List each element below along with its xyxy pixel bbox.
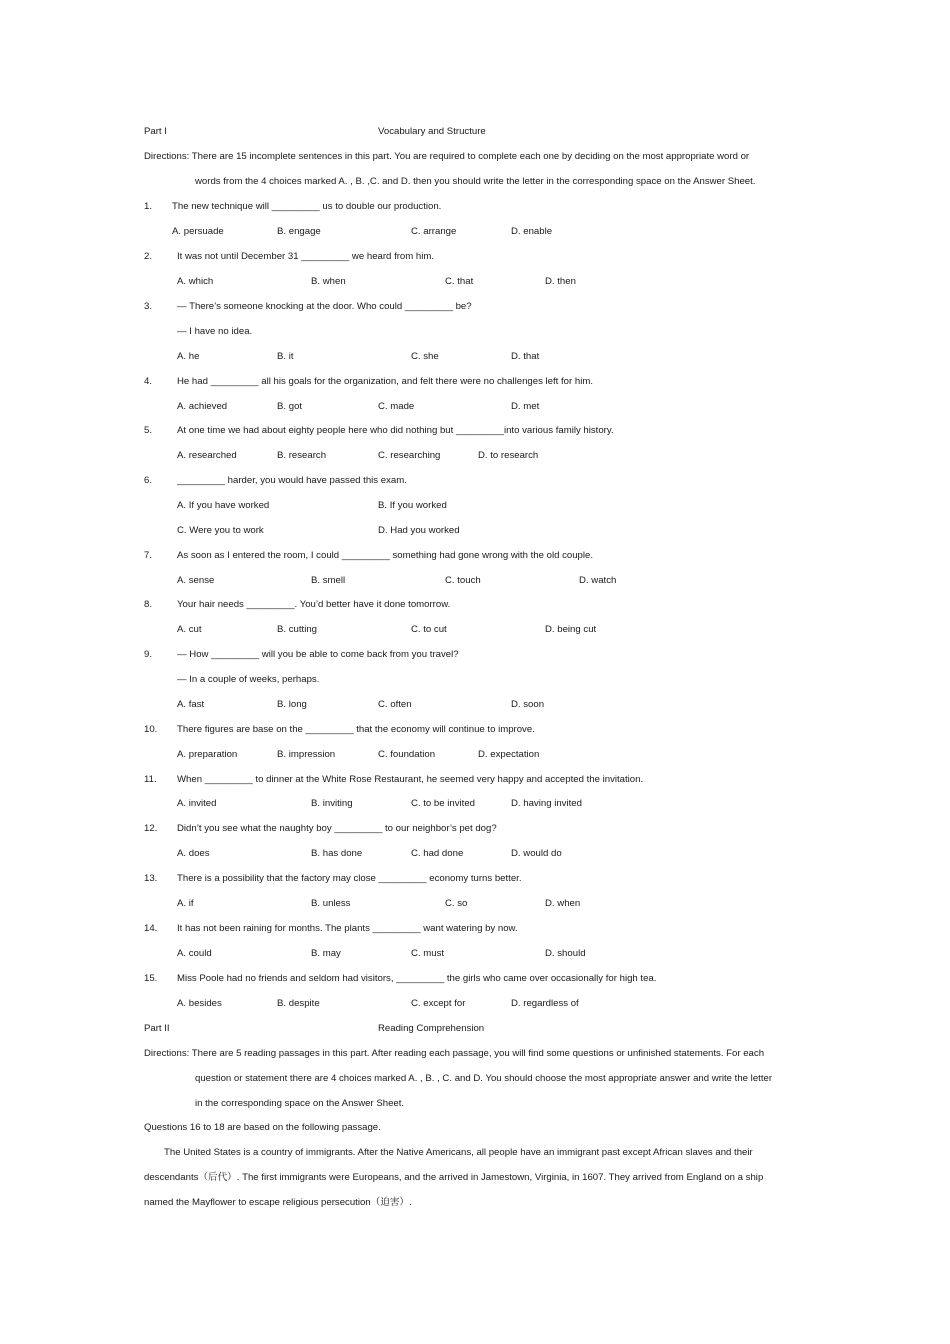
question-number: 11. [144, 774, 157, 785]
choice-c: C. so [445, 898, 468, 909]
choice-d: D. should [545, 948, 586, 959]
part2-directions-line1: Directions: There are 5 reading passages in this part. After reading each passage, you will find some questions or unfinished statements. For each [144, 1048, 765, 1059]
choice-c: C. made [378, 401, 415, 412]
choice-a: A. persuade [172, 226, 224, 237]
question-stem: _________ harder, you would have passed this exam. [177, 475, 407, 486]
choice-a: A. he [177, 351, 200, 362]
choice-c: C. she [411, 351, 439, 362]
question-stem: It has not been raining for months. The plants _________ want watering by now. [177, 923, 518, 934]
question-stem: As soon as I entered the room, I could _________ something had gone wrong with the old couple. [177, 550, 594, 561]
choice-a: A. if [177, 898, 194, 909]
question-number: 12. [144, 823, 158, 834]
choice-c: C. Were you to work [177, 525, 264, 536]
question-stem: The new technique will _________ us to double our production. [172, 201, 442, 212]
choice-b: B. research [277, 450, 327, 461]
question-number: 6. [144, 475, 153, 486]
choice-b: B. cutting [277, 624, 317, 635]
part2-title: Reading Comprehension [378, 1023, 485, 1034]
choice-c: C. except for [411, 998, 466, 1009]
question-number: 1. [144, 201, 153, 212]
part1-directions-line2: words from the 4 choices marked A. , B. ,C. and D. then you should write the letter in the corresponding space on the Answer Sheet. [195, 176, 756, 187]
part2-label: Part II [144, 1023, 170, 1034]
question-number: 4. [144, 376, 153, 387]
choice-a: A. does [177, 848, 210, 859]
choice-c: C. foundation [378, 749, 436, 760]
question-number: 2. [144, 251, 153, 262]
choice-a: A. fast [177, 699, 205, 710]
passage-line2: descendants（后代）. The first immigrants were Europeans, and the arrived in Jamestown, Virginia, in 1607. They arrived from England on a ship [144, 1172, 764, 1183]
question-number: 5. [144, 425, 153, 436]
choice-d: D. would do [511, 848, 562, 859]
question-3-response: — I have no idea. [177, 326, 253, 337]
part1-directions-line1: Directions: There are 15 incomplete sentences in this part. You are required to complete each one by deciding on the most appropriate word or [144, 151, 750, 162]
question-number: 15. [144, 973, 158, 984]
choice-d: D. regardless of [511, 998, 579, 1009]
question-stem: It was not until December 31 _________ we heard from him. [177, 251, 435, 262]
question-number: 8. [144, 599, 153, 610]
choice-a: A. If you have worked [177, 500, 270, 511]
question-9-response: — In a couple of weeks, perhaps. [177, 674, 320, 685]
part2-directions-line3: in the corresponding space on the Answer Sheet. [195, 1098, 405, 1109]
question-stem: Miss Poole had no friends and seldom had visitors, _________ the girls who came over occasionally for high tea. [177, 973, 657, 984]
part1-label: Part I [144, 126, 167, 137]
choice-d: D. met [511, 401, 540, 412]
choice-d: D. Had you worked [378, 525, 460, 536]
choice-a: A. invited [177, 798, 217, 809]
choice-c: C. must [411, 948, 445, 959]
choice-c: C. researching [378, 450, 441, 461]
question-stem: When _________ to dinner at the White Rose Restaurant, he seemed very happy and accepted the invitation. [177, 774, 644, 785]
question-stem: Your hair needs _________. You’d better have it done tomorrow. [177, 599, 451, 610]
choice-d: D. to research [478, 450, 539, 461]
question-number: 14. [144, 923, 158, 934]
choice-c: C. often [378, 699, 412, 710]
choice-c: C. to cut [411, 624, 447, 635]
choice-a: A. cut [177, 624, 202, 635]
choice-a: A. could [177, 948, 212, 959]
question-number: 3. [144, 301, 153, 312]
choice-c: C. that [445, 276, 474, 287]
choice-d: D. when [545, 898, 581, 909]
passage-intro: Questions 16 to 18 are based on the following passage. [144, 1122, 381, 1133]
question-stem: — How _________ will you be able to come back from you travel? [177, 649, 459, 660]
choice-d: D. that [511, 351, 540, 362]
choice-b: B. may [311, 948, 341, 959]
choice-b: B. got [277, 401, 303, 412]
question-stem: — There’s someone knocking at the door. Who could _________ be? [177, 301, 472, 312]
choice-b: B. unless [311, 898, 351, 909]
choice-a: A. achieved [177, 401, 228, 412]
choice-d: D. having invited [511, 798, 582, 809]
choice-a: A. besides [177, 998, 222, 1009]
choice-d: D. watch [579, 575, 617, 586]
question-stem: There is a possibility that the factory may close _________ economy turns better. [177, 873, 522, 884]
question-stem: There figures are base on the _________ that the economy will continue to improve. [177, 724, 535, 735]
choice-b: B. engage [277, 226, 321, 237]
choice-b: B. it [277, 351, 294, 362]
choice-b: B. impression [277, 749, 336, 760]
passage-line1: The United States is a country of immigrants. After the Native Americans, all people have an immigrant past except African slaves and their [164, 1147, 753, 1158]
choice-b: B. If you worked [378, 500, 447, 511]
question-stem: He had _________ all his goals for the organization, and felt there were no challenges left for him. [177, 376, 593, 387]
question-stem: At one time we had about eighty people here who did nothing but _________into various family history. [177, 425, 614, 436]
choice-d: D. enable [511, 226, 553, 237]
choice-d: D. then [545, 276, 576, 287]
choice-c: C. to be invited [411, 798, 475, 809]
choice-b: B. has done [311, 848, 363, 859]
choice-a: A. researched [177, 450, 237, 461]
choice-d: D. soon [511, 699, 545, 710]
choice-c: C. had done [411, 848, 464, 859]
question-number: 7. [144, 550, 153, 561]
choice-d: D. being cut [545, 624, 597, 635]
choice-b: B. despite [277, 998, 320, 1009]
choice-a: A. which [177, 276, 214, 287]
question-number: 13. [144, 873, 158, 884]
choice-b: B. when [311, 276, 346, 287]
choice-c: C. arrange [411, 226, 457, 237]
part1-title: Vocabulary and Structure [378, 126, 486, 137]
choice-a: A. preparation [177, 749, 238, 760]
passage-line3: named the Mayflower to escape religious persecution（迫害）. [144, 1197, 412, 1208]
choice-d: D. expectation [478, 749, 540, 760]
choice-a: A. sense [177, 575, 215, 586]
question-stem: Didn’t you see what the naughty boy _________ to our neighbor’s pet dog? [177, 823, 497, 834]
choice-b: B. long [277, 699, 307, 710]
choice-c: C. touch [445, 575, 481, 586]
question-number: 9. [144, 649, 153, 660]
question-number: 10. [144, 724, 158, 735]
part2-directions-line2: question or statement there are 4 choices marked A. , B. , C. and D. You should choose the most appropriate answer and write the letter [195, 1073, 773, 1084]
choice-b: B. smell [311, 575, 346, 586]
choice-b: B. inviting [311, 798, 353, 809]
